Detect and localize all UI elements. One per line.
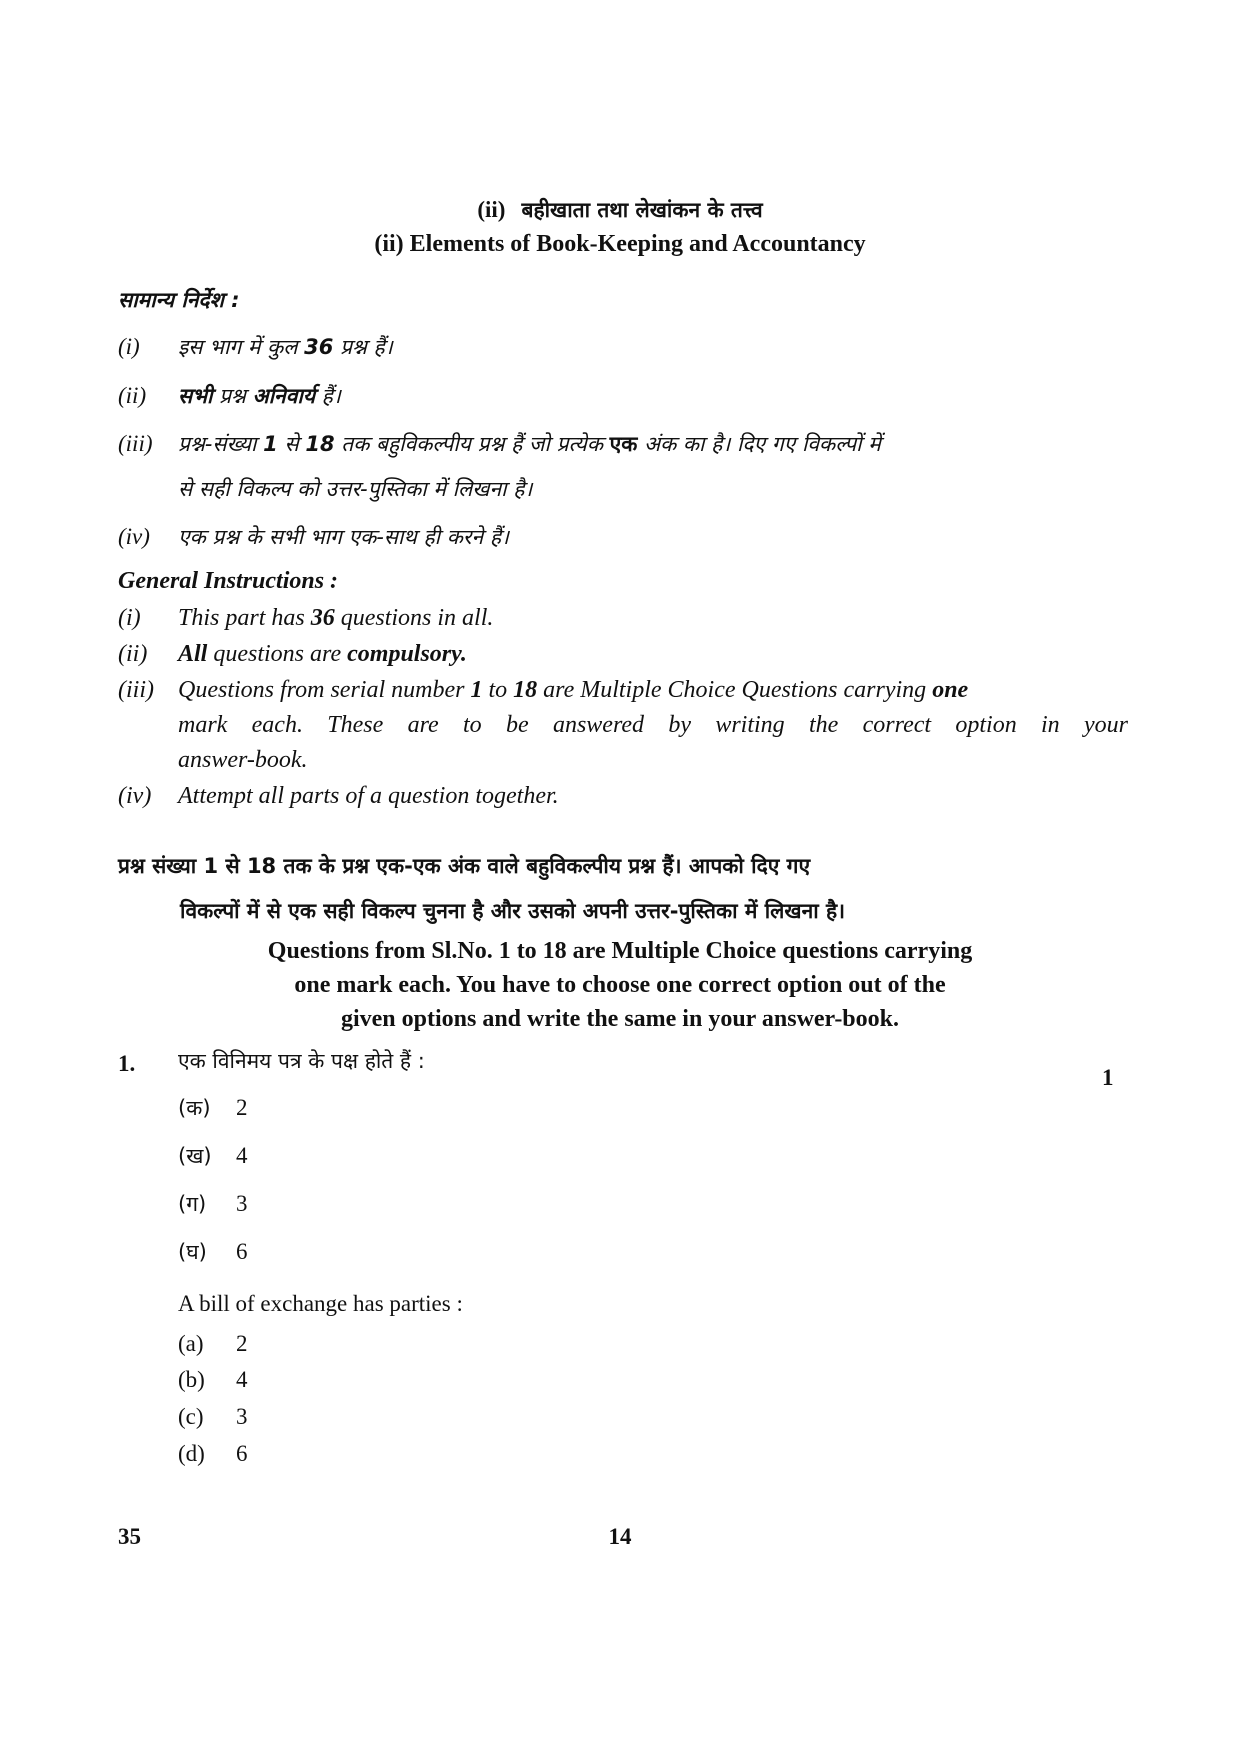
item-label: (iii) (118, 677, 154, 703)
hindi-option (178, 1142, 248, 1170)
item-label: (ii) (118, 641, 148, 667)
item-bold: 36 (310, 605, 335, 631)
mcq-intro-hindi-line2: विकल्पों में से एक सही विकल्प चुनना है और उसको अपनी उत्तर-पुस्तिका में लिखना है। (180, 899, 846, 923)
item-bold: compulsory. (347, 641, 467, 667)
option-label: (c) (178, 1404, 204, 1429)
english-instruction-iv (118, 779, 559, 814)
option-value: 4 (236, 1143, 248, 1168)
option-label: (क) (178, 1096, 211, 1120)
option-value: 3 (236, 1404, 248, 1429)
item-bold: 36 (304, 335, 334, 359)
paper-code: 35 (118, 1524, 141, 1549)
item-bold: सभी (178, 384, 213, 408)
item-text: are Multiple Choice Questions carrying (537, 677, 933, 703)
english-option (178, 1404, 248, 1430)
mcq-intro-hindi-line1: प्रश्न संख्या 1 से 18 तक के प्रश्न एक-एक अंक वाले बहुविकल्पीय प्रश्न हैं। आपको दिए गए (118, 854, 811, 878)
option-value: 6 (236, 1441, 248, 1466)
section-title-hindi: बहीखाता तथा लेखांकन के तत्त्व (521, 198, 763, 222)
question-text-english: A bill of exchange has parties : (178, 1291, 463, 1316)
item-text: से (277, 432, 306, 456)
english-instructions-heading: General Instructions : (118, 568, 339, 594)
option-value: 4 (236, 1367, 248, 1392)
hindi-instructions-heading: सामान्य निर्देश : (118, 288, 240, 312)
item-text: Attempt all parts of a question together. (178, 783, 559, 809)
english-option (178, 1441, 248, 1467)
item-label: (iii) (118, 431, 153, 456)
question-number: 1. (118, 1051, 136, 1076)
item-text: इस भाग में कुल (178, 335, 305, 359)
option-label: (घ) (178, 1240, 207, 1264)
item-text: अंक का है। दिए गए विकल्पों में (637, 432, 881, 456)
item-label: (iv) (118, 783, 152, 809)
item-bold: एक (609, 432, 638, 456)
hindi-option (178, 1094, 248, 1122)
mcq-intro-english-line1: Questions from Sl.No. 1 to 18 are Multiple Choice questions carrying (267, 938, 973, 964)
item-label: (i) (118, 334, 140, 359)
hindi-instruction-ii (118, 382, 341, 410)
option-value: 3 (236, 1191, 248, 1216)
option-value: 6 (236, 1239, 248, 1264)
question-marks: 1 (1102, 1065, 1114, 1090)
item-bold: 1 (470, 677, 483, 703)
hindi-instruction-i (118, 333, 393, 361)
item-label: (i) (118, 605, 141, 631)
item-bold: अनिवार्य (252, 384, 315, 408)
item-text: हैं। (315, 384, 341, 408)
option-label: (ख) (178, 1144, 212, 1168)
item-label: (iv) (118, 524, 150, 549)
item-text: प्रश्न हैं। (333, 335, 393, 359)
item-bold: All (178, 641, 208, 667)
english-instruction-i (118, 601, 493, 636)
mcq-intro-english-line3: given options and write the same in your answer-book. (340, 1006, 900, 1032)
hindi-instruction-iii (118, 430, 1128, 458)
option-value: 2 (236, 1331, 248, 1356)
hindi-instruction-iv (118, 523, 509, 551)
option-label: (a) (178, 1331, 204, 1356)
english-instruction-iii-line3: answer-book. (178, 747, 308, 773)
option-label: (d) (178, 1441, 205, 1466)
item-label: (ii) (118, 383, 147, 408)
item-bold: 18 (513, 677, 538, 703)
hindi-option (178, 1238, 248, 1266)
item-text: प्रश्न-संख्या (178, 432, 264, 456)
english-option (178, 1367, 248, 1393)
item-text: Questions from serial number (178, 677, 471, 703)
item-bold: 1 (263, 432, 278, 456)
hindi-instruction-iii-line2: से सही विकल्प को उत्तर-पुस्तिका में लिखना है। (178, 477, 533, 501)
option-label: (ग) (178, 1192, 207, 1216)
english-option (178, 1331, 248, 1357)
item-text: to (482, 677, 514, 703)
item-text: प्रश्न (212, 384, 253, 408)
page-title-english: (ii) Elements of Book-Keeping and Accountancy (374, 231, 866, 257)
item-text: questions in all. (334, 605, 494, 631)
page-number: 14 (608, 1524, 632, 1549)
option-label: (b) (178, 1367, 205, 1392)
section-number: (ii) (477, 197, 506, 222)
english-instruction-iii-line2: mark each. These are to be answered by writing the correct option in your (178, 712, 1128, 738)
item-text: तक बहुविकल्पीय प्रश्न हैं जो प्रत्येक (334, 432, 610, 456)
item-bold: 18 (305, 432, 335, 456)
hindi-option (178, 1190, 248, 1218)
english-instruction-iii (118, 673, 1128, 708)
item-text: This part has (178, 605, 311, 631)
english-instruction-ii (118, 637, 467, 672)
item-text: questions are (207, 641, 348, 667)
question-text-hindi: एक विनिमय पत्र के पक्ष होते हैं : (178, 1049, 425, 1073)
item-text: एक प्रश्न के सभी भाग एक-साथ ही करने हैं। (178, 525, 509, 549)
option-value: 2 (236, 1095, 248, 1120)
mcq-intro-english-line2: one mark each. You have to choose one correct option out of the (294, 972, 946, 998)
page-title-hindi (0, 196, 1240, 224)
item-bold: one (932, 677, 969, 703)
